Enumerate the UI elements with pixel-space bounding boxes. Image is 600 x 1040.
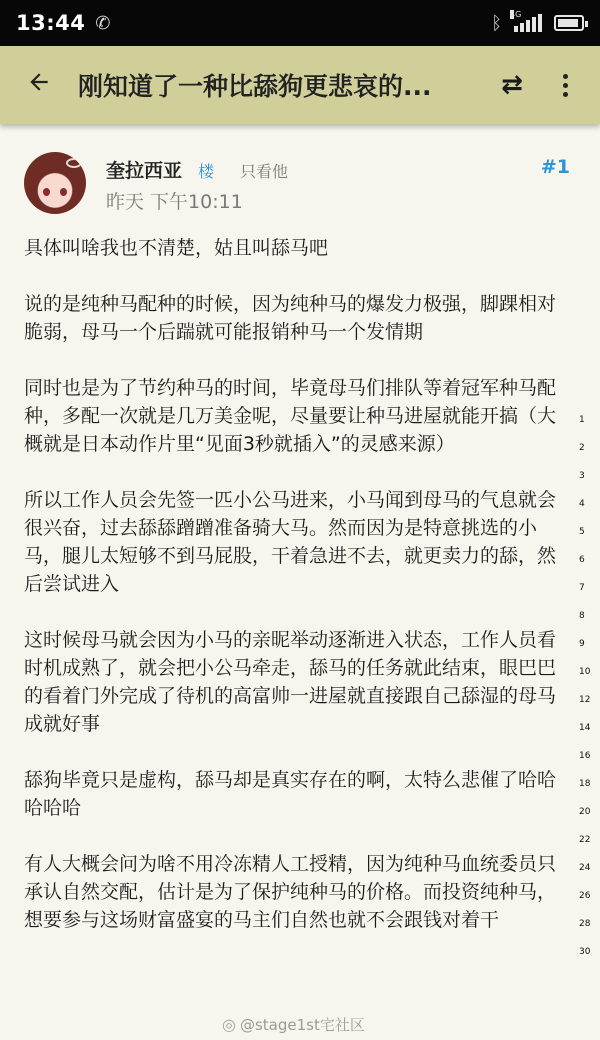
- avatar[interactable]: [24, 152, 86, 214]
- status-time: 13:44: [16, 11, 86, 35]
- more-vert-icon[interactable]: [550, 74, 580, 97]
- line-number: 30: [579, 947, 591, 957]
- paragraph: 舔狗毕竟只是虚构，舔马却是真实存在的啊，太特么悲催了哈哈哈哈哈: [24, 769, 557, 819]
- battery-icon: [554, 15, 584, 31]
- wechat-icon: ✆: [95, 12, 111, 34]
- status-bar: [0, 0, 600, 46]
- post-content: [24, 234, 564, 962]
- signal-icon: [510, 10, 542, 32]
- line-number: 5: [579, 527, 585, 537]
- line-number: 18: [579, 779, 591, 789]
- post-header: [24, 152, 576, 218]
- battery-fill: [558, 19, 578, 27]
- line-number: 16: [579, 751, 591, 761]
- line-number: 3: [579, 471, 585, 481]
- paragraph: 同时也是为了节约种马的时间，毕竟母马们排队等着冠军种马配种，多配一次就是几万美金呢，尽量要让种马进屋就能开搞（大概就是日本动作片里“见面3秒就插入”的灵感来源）: [24, 377, 557, 455]
- line-number: 10: [579, 667, 591, 677]
- network-type: 4G: [510, 10, 522, 19]
- line-number: 9: [579, 639, 585, 649]
- post-number[interactable]: #1: [540, 156, 570, 178]
- paragraph: 这时候母马就会因为小马的亲昵举动逐渐进入状态，工作人员看时机成熟了，就会把小公马牵走，舔马的任务就此结束，眼巴巴的看着门外完成了待机的高富帅一进屋就直接跟自己舔湿的母马成就好事: [24, 629, 557, 735]
- line-number: 4: [579, 499, 585, 509]
- line-number: 28: [579, 919, 591, 929]
- paragraph: 所以工作人员会先签一匹小公马进来，小马闻到母马的气息就会很兴奋，过去舔舔蹭蹭准备骑大马。然而因为是特意挑选的小马，腿儿太短够不到马屁股，干着急进不去，就更卖力的舔，然后尝试进入: [24, 489, 557, 595]
- line-number: 14: [579, 723, 591, 733]
- line-number: 2: [579, 443, 585, 453]
- paragraph: 有人大概会问为啥不用冷冻精人工授精，因为纯种马血统委员只承认自然交配，估计是为了保护纯种马的价格。而投资纯种马，想要参与这场财富盛宴的马主们自然也就不会跟钱对着干: [24, 853, 557, 931]
- watermark: [222, 1014, 365, 1035]
- line-number: 24: [579, 863, 591, 873]
- bluetooth-icon: ᛒ: [491, 12, 502, 34]
- line-number: 20: [579, 807, 591, 817]
- paragraph: 具体叫啥我也不清楚，姑且叫舔马吧: [24, 237, 329, 259]
- line-number: 22: [579, 835, 591, 845]
- only-him-link[interactable]: 只看他: [240, 162, 289, 181]
- swap-icon[interactable]: ⇄: [501, 70, 523, 100]
- weibo-icon: ◎: [222, 1015, 236, 1034]
- floor-tag: 楼: [198, 162, 215, 181]
- post-time: 昨天 下午10:11: [106, 191, 243, 213]
- back-arrow-icon[interactable]: [0, 68, 78, 103]
- line-number: 7: [579, 583, 585, 593]
- line-number: 6: [579, 555, 585, 565]
- paragraph: 说的是纯种马配种的时候，因为纯种马的爆发力极强，脚踝相对脆弱，母马一个后踹就可能报销种马一个发情期: [24, 293, 557, 343]
- app-bar: [0, 46, 600, 124]
- author-name[interactable]: 奎拉西亚: [106, 160, 183, 182]
- line-number: 8: [579, 611, 585, 621]
- line-number: 1: [579, 415, 585, 425]
- line-number: 12: [579, 695, 591, 705]
- watermark-text: @stage1st宅社区: [239, 1016, 365, 1034]
- thread-title: 刚知道了一种比舔狗更悲哀的...: [78, 72, 432, 101]
- line-number: 26: [579, 891, 591, 901]
